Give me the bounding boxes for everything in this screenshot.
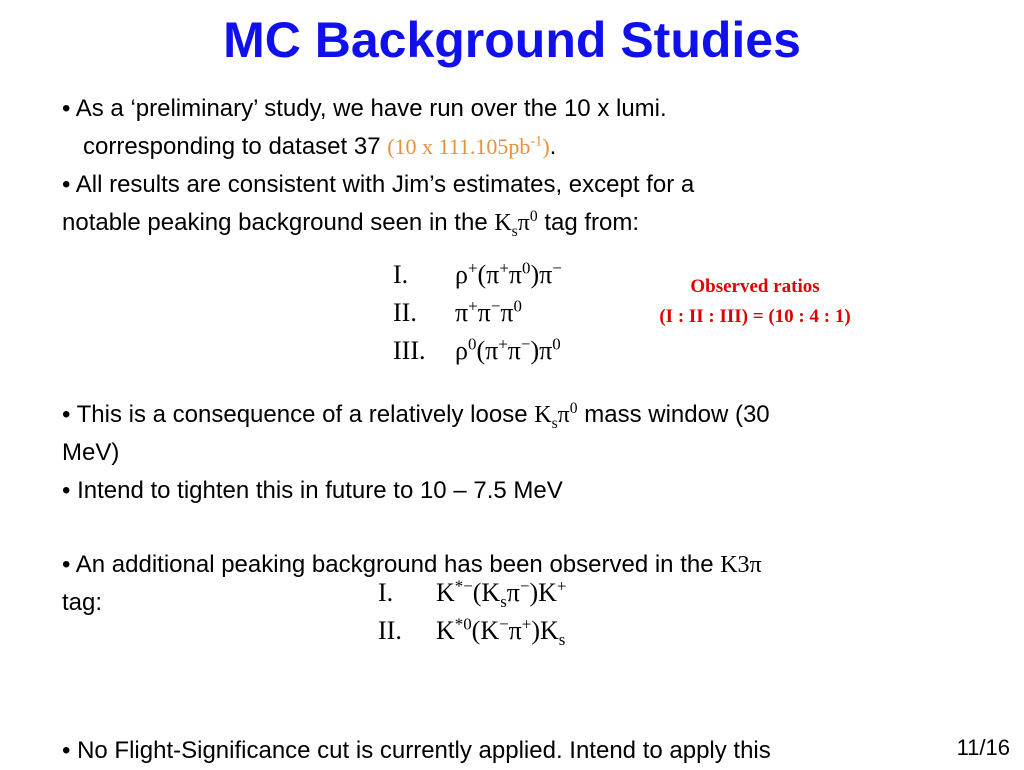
decay-mode-formula: $\rho^+(\pi^+\pi^0)\pi^-$: [455, 258, 562, 289]
decay-mode-formula: $\pi^+\pi^-\pi^0$: [455, 296, 522, 327]
bullet-1-line-2-text: corresponding to dataset 37: [83, 133, 388, 160]
decay-mode-item: [378, 574, 566, 612]
bullet-3-line-1-pre: • This is a consequence of a relatively loose: [62, 401, 535, 428]
lumi-prefix: (10 x 111.105pb: [387, 134, 531, 159]
bullet-2-line-2-pre: notable peaking background seen in the: [62, 209, 495, 236]
k3pi-symbol: K3π: [720, 552, 762, 578]
decay-mode-item: [378, 612, 566, 650]
bullet-3-line-1-post: mass window (30: [577, 401, 770, 428]
slide-title: MC Background Studies: [223, 12, 801, 68]
observed-ratios-note: [610, 272, 900, 332]
bullet-2-line-2: [62, 204, 1002, 242]
bullet-mass-window: [62, 396, 1002, 472]
decay-mode-number: I.: [393, 260, 409, 289]
bullet-flight-significance: • No Flight-Significance cut is currently applied. Intend to apply this: [62, 737, 771, 764]
bullet-1-period: .: [549, 133, 557, 160]
bullet-2-line-1: • All results are consistent with Jim’s estimates, except for a: [62, 171, 695, 198]
bullet-preliminary-study: [62, 90, 1002, 166]
lumi-value: [387, 134, 549, 159]
observed-ratios-heading: Observed ratios: [690, 276, 820, 297]
bullet-consistent-results: [62, 166, 1002, 242]
bullet-5-line-2: tag:: [62, 589, 103, 616]
decay-mode-item: [393, 332, 562, 370]
bullet-1-line-2: [62, 128, 1002, 166]
decay-mode-formula: $K^{*0}(K^-\pi^+)K_s$: [436, 614, 566, 650]
kspi0-symbol: $K_s\pi^0$: [494, 208, 538, 240]
decay-mode-number: II.: [393, 298, 417, 327]
bullet-5-line-1-pre: • An additional peaking background has been observed in the: [62, 551, 721, 578]
decay-mode-number: I.: [378, 578, 394, 607]
kspi0-symbol: $K_s\pi^0$: [534, 400, 578, 432]
decay-mode-number: II.: [378, 616, 402, 645]
bullet-tighten-window: • Intend to tighten this in future to 10 – 7.5 MeV: [62, 477, 563, 504]
lumi-exponent: -1: [530, 133, 543, 150]
decay-mode-item: [393, 256, 562, 294]
lumi-suffix: ): [542, 134, 550, 159]
bullet-3-line-1: [62, 396, 1002, 434]
decay-mode-formula: $K^{*-}(K_s\pi^-)K^+$: [436, 576, 567, 612]
bullet-3-line-2: MeV): [62, 439, 120, 466]
decay-mode-number: III.: [393, 336, 426, 365]
bullet-1-line-1: • As a ‘preliminary’ study, we have run over the 10 x lumi.: [62, 95, 667, 122]
observed-ratios-value: (I : II : III) = (10 : 4 : 1): [659, 306, 851, 327]
kspi0-decay-mode-list: [393, 256, 562, 370]
page-number: 11/16: [956, 735, 1010, 760]
decay-mode-item: [393, 294, 562, 332]
decay-mode-formula: $\rho^0(\pi^+\pi^-)\pi^0$: [455, 334, 561, 365]
bullet-2-line-2-post: tag from:: [537, 209, 640, 236]
k3pi-decay-mode-list: [378, 574, 566, 650]
